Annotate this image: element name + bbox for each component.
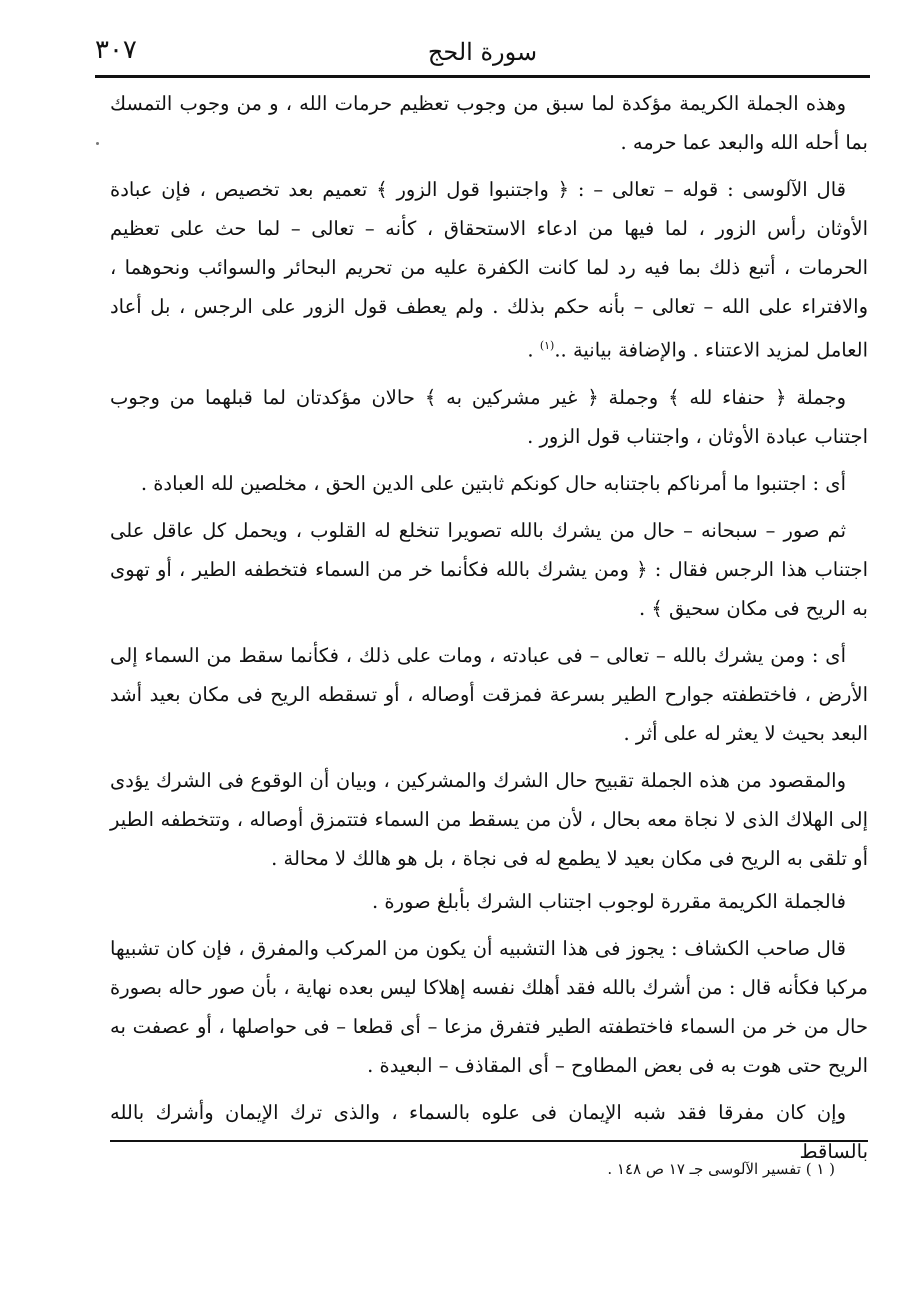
paragraph-text: قال الآلوسى : قوله – تعالى – : ﴿ واجتنبوا قول الزور ﴾ تعميم بعد تخصيص ، فإن عبادة الأوثان رأس الزور ، لما فيها من ادعاء الاستحقاق ، كأنه – تعالى – لما حث على تعظيم الحرمات ، أتبع ذلك بما فيه رد لما كانت الكفرة عليه من تحريم البحائر والسوائب ونحوهما ، والافتراء على الله – تعالى – بأنه حكم بذلك . ولم يعطف قول الزور على الرجس ، بل أعاد العامل لمزيد الاعتناء . والإضافة بيانية .. xyxy=(110,178,868,362)
body-text xyxy=(110,84,868,1179)
footnote: ( ١ ) تفسير الآلوسى جـ ١٧ ص ١٤٨ . xyxy=(607,1160,835,1178)
footnote-reference: (١) xyxy=(539,339,555,352)
page-number: ٣٠٧ xyxy=(95,35,137,65)
paragraph: أى : ومن يشرك بالله – تعالى – فى عبادته ، ومات على ذلك ، فكأنما سقط من السماء إلى الأرض ، فاختطفته جوارح الطير بسرعة فمزقت أوصاله ، أو تسقطه الريح فى مكان بعيد أشد البعد بحيث لا يعثر له على أثر . xyxy=(110,643,868,745)
running-header xyxy=(95,30,870,78)
paragraph: وهذه الجملة الكريمة مؤكدة لما سبق من وجوب تعظيم حرمات الله ، و من وجوب التمسك بما أحله الله والبعد عما حرمه . xyxy=(110,92,868,154)
paragraph: فالجملة الكريمة مقررة لوجوب اجتناب الشرك بأبلغ صورة . xyxy=(371,889,846,913)
surah-title: سورة الحج xyxy=(427,38,538,66)
margin-mark xyxy=(96,142,99,145)
footnote-rule xyxy=(110,1140,868,1142)
paragraph: قال الآلوسى : قوله – تعالى – : ﴿ واجتنبوا قول الزور ﴾ تعميم بعد تخصيص ، فإن عبادة الأوثان رأس الزور ، لما فيها من ادعاء الاستحقاق ، كأنه – تعالى – لما حث على تعظيم الحرمات ، أتبع ذلك بما فيه رد لما كانت الكفرة عليه من تحريم البحائر والسوائب ونحوهما ، والافتراء على الله – تعالى – بأنه حكم بذلك . ولم يعطف قول الزور على الرجس ، بل أعاد العامل لمزيد الاعتناء . والإضافة بيانية ..$^{(١)}$ . xyxy=(110,178,868,362)
paragraph: والمقصود من هذه الجملة تقبيح حال الشرك والمشركين ، وبيان أن الوقوع فى الشرك يؤدى إلى الهلاك الذى لا نجاة معه بحال ، لأن من يسقط من السماء فتتمزق أوصاله ، وتتخطفه الطير أو تلقى به الريح فى مكان بعيد لا يطمع له فى نجاة ، بل هو هالك لا محالة . xyxy=(110,768,868,870)
header-rule xyxy=(95,75,870,78)
paragraph: وإن كان مفرقا فقد شبه الإيمان فى علوه بالسماء ، والذى ترك الإيمان وأشرك بالله بالساقط xyxy=(110,1100,868,1163)
paragraph: قال صاحب الكشاف : يجوز فى هذا التشبيه أن يكون من المركب والمفرق ، فإن كان تشبيها مركبا فكأنه قال : من أشرك بالله فقد أهلك نفسه إهلاكا ليس بعده نهاية ، بأن صور حاله بصورة حال من خر من السماء فاختطفته الطير فتفرق مزعا – أى قطعا – فى حواصلها ، أو عصفت به الريح حتى هوت به فى بعض المطاوح – أى المقاذف – البعيدة . xyxy=(110,936,868,1077)
paragraph: وجملة ﴿ حنفاء لله ﴾ وجملة ﴿ غير مشركين به ﴾ حالان مؤكدتان لما قبلهما من وجوب اجتناب عبادة الأوثان ، واجتناب قول الزور . xyxy=(110,385,868,448)
paragraph: أى : اجتنبوا ما أمرناكم باجتنابه حال كونكم ثابتين على الدين الحق ، مخلصين لله العبادة . xyxy=(140,471,846,495)
paragraph: ثم صور – سبحانه – حال من يشرك بالله تصويرا تنخلع له القلوب ، ويحمل كل عاقل على اجتناب هذا الرجس فقال : ﴿ ومن يشرك بالله فكأنما خر من السماء فتخطفه الطير ، أو تهوى به الريح فى مكان سحيق ﴾ . xyxy=(110,518,868,620)
